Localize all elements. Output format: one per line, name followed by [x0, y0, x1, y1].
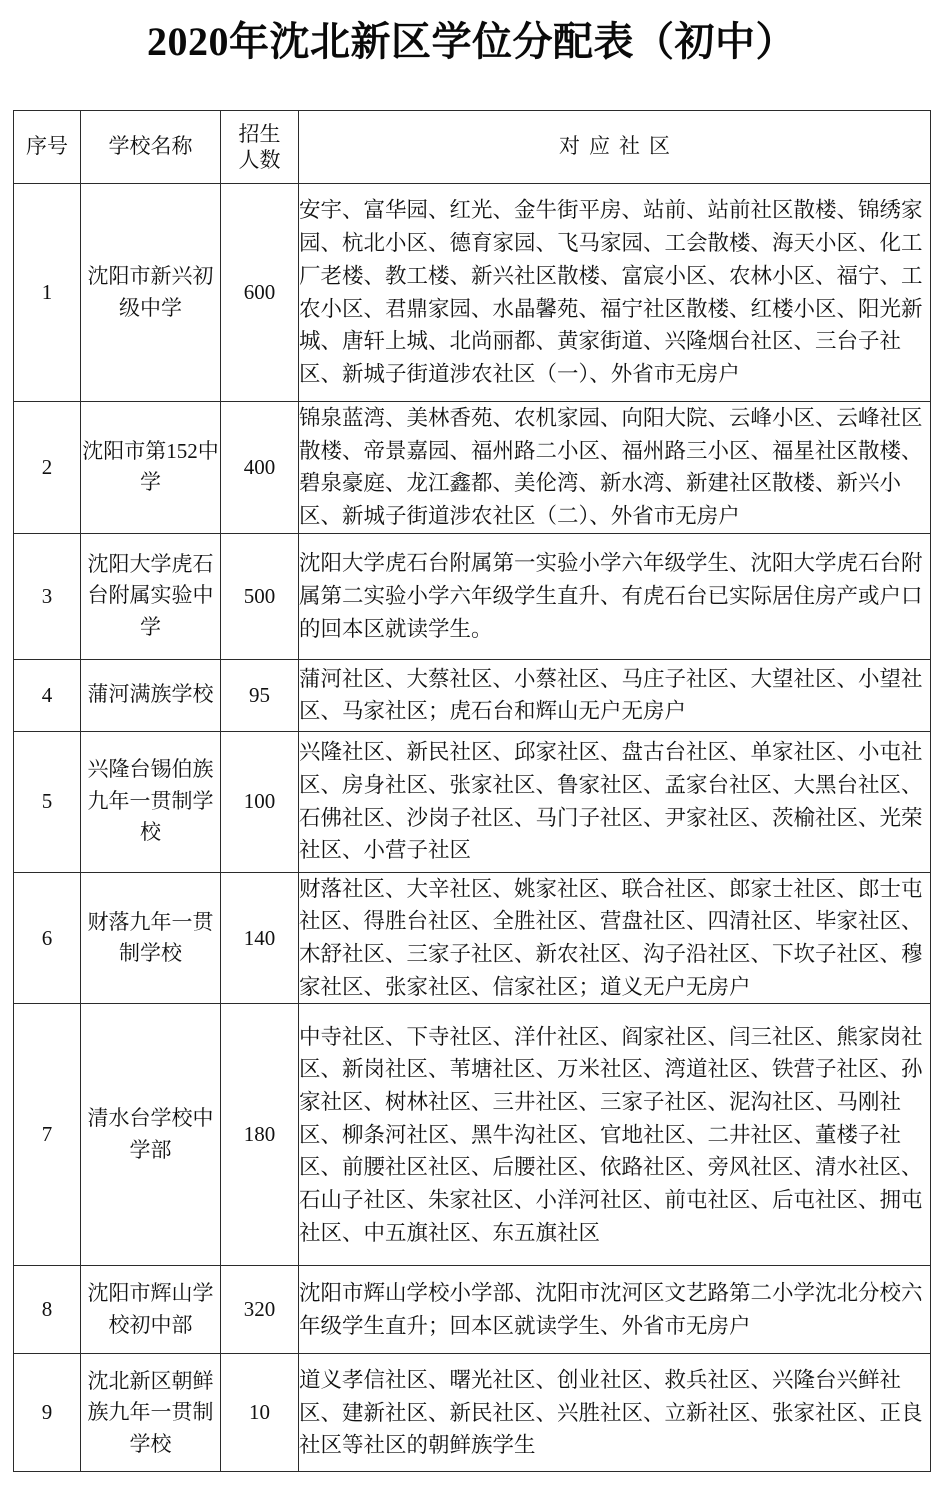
row-community-list: 蒲河社区、大蔡社区、小蔡社区、马庄子社区、大望社区、小望社区、马家社区；虎石台和辉山无户无房户 [299, 659, 931, 731]
row-index: 8 [14, 1266, 81, 1354]
row-school-name: 蒲河满族学校 [81, 659, 221, 731]
row-school-name: 沈阳市辉山学校初中部 [81, 1266, 221, 1354]
row-community-list: 沈阳市辉山学校小学部、沈阳市沈河区文艺路第二小学沈北分校六年级学生直升；回本区就读学生、外省市无房户 [299, 1266, 931, 1354]
row-community-list: 兴隆社区、新民社区、邱家社区、盘古台社区、单家社区、小屯社区、房身社区、张家社区、鲁家社区、孟家台社区、大黑台社区、石佛社区、沙岗子社区、马门子社区、尹家社区、茨榆社区、光荣社区、小营子社区 [299, 731, 931, 872]
row-enrollment-count: 10 [221, 1354, 299, 1472]
table-row [14, 402, 931, 534]
row-school-name: 沈阳市第152中学 [81, 402, 221, 534]
page-title: 2020年沈北新区学位分配表（初中） [147, 19, 796, 64]
column-header-enrollment-line1: 招生 [238, 121, 281, 146]
row-enrollment-count: 180 [221, 1004, 299, 1266]
table-header-row [14, 111, 931, 184]
table-row [14, 659, 931, 731]
row-community-list: 财落社区、大辛社区、姚家社区、联合社区、郎家士社区、郎士屯社区、得胜台社区、全胜社区、营盘社区、四清社区、毕家社区、木舒社区、三家子社区、新农社区、沟子沿社区、下坎子社区、穆家社区、张家社区、信家社区；道义无户无房户 [299, 872, 931, 1004]
row-index: 5 [14, 731, 81, 872]
row-index: 1 [14, 184, 81, 402]
row-enrollment-count: 320 [221, 1266, 299, 1354]
table-row [14, 184, 931, 402]
row-community-list: 道义孝信社区、曙光社区、创业社区、救兵社区、兴隆台兴鲜社区、建新社区、新民社区、兴胜社区、立新社区、张家社区、正良社区等社区的朝鲜族学生 [299, 1354, 931, 1472]
row-enrollment-count: 140 [221, 872, 299, 1004]
row-enrollment-count: 500 [221, 533, 299, 659]
row-community-list: 锦泉蓝湾、美林香苑、农机家园、向阳大院、云峰小区、云峰社区散楼、帝景嘉园、福州路二小区、福州路三小区、福星社区散楼、碧泉豪庭、龙江鑫都、美伦湾、新水湾、新建社区散楼、新兴小区、新城子街道涉农社区（二）、外省市无房户 [299, 402, 931, 534]
table-row [14, 1354, 931, 1472]
row-index: 2 [14, 402, 81, 534]
row-school-name: 财落九年一贯制学校 [81, 872, 221, 1004]
row-enrollment-count: 100 [221, 731, 299, 872]
column-header-enrollment-line2: 人数 [238, 148, 281, 172]
seat-allocation-table [13, 110, 931, 1472]
row-index: 7 [14, 1004, 81, 1266]
row-index: 4 [14, 659, 81, 731]
row-school-name: 沈北新区朝鲜族九年一贯制学校 [81, 1354, 221, 1472]
row-community-list: 沈阳大学虎石台附属第一实验小学六年级学生、沈阳大学虎石台附属第二实验小学六年级学生直升、有虎石台已实际居住房产或户口的回本区就读学生。 [299, 533, 931, 659]
row-enrollment-count: 600 [221, 184, 299, 402]
row-index: 9 [14, 1354, 81, 1472]
row-school-name: 沈阳大学虎石台附属实验中学 [81, 533, 221, 659]
table-row [14, 872, 931, 1004]
table-container [13, 62, 930, 1472]
row-school-name: 兴隆台锡伯族九年一贯制学校 [81, 731, 221, 872]
column-header-index: 序号 [14, 111, 81, 184]
column-header-enrollment-count [221, 111, 299, 184]
row-enrollment-count: 95 [221, 659, 299, 731]
row-school-name: 清水台学校中学部 [81, 1004, 221, 1266]
column-header-school: 学校名称 [81, 111, 221, 184]
row-index: 3 [14, 533, 81, 659]
table-row [14, 731, 931, 872]
table-row [14, 1266, 931, 1354]
column-header-community: 对应社区 [299, 111, 931, 184]
row-community-list: 中寺社区、下寺社区、洋什社区、阎家社区、闫三社区、熊家岗社区、新岗社区、苇塘社区、万米社区、湾道社区、铁营子社区、孙家社区、树林社区、三井社区、三家子社区、泥沟社区、马刚社区、柳条河社区、黑牛沟社区、官地社区、二井社区、董楼子社区、前腰社区社区、后腰社区、依路社区、旁风社区、清水社区、石山子社区、朱家社区、小洋河社区、前屯社区、后屯社区、拥屯社区、中五旗社区、东五旗社区 [299, 1004, 931, 1266]
row-index: 6 [14, 872, 81, 1004]
row-enrollment-count: 400 [221, 402, 299, 534]
table-row [14, 533, 931, 659]
table-row [14, 1004, 931, 1266]
row-community-list: 安宇、富华园、红光、金牛街平房、站前、站前社区散楼、锦绣家园、杭北小区、德育家园、飞马家园、工会散楼、海天小区、化工厂老楼、教工楼、新兴社区散楼、富宸小区、农林小区、福宁、工农小区、君鼎家园、水晶馨苑、福宁社区散楼、红楼小区、阳光新城、唐轩上城、北尚丽都、黄家街道、兴隆烟台社区、三台子社区、新城子街道涉农社区（一）、外省市无房户 [299, 184, 931, 402]
row-school-name: 沈阳市新兴初级中学 [81, 184, 221, 402]
